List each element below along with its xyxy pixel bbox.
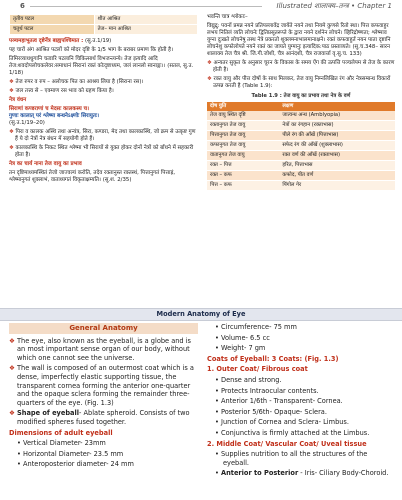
bullet-item [9,79,198,86]
table-cell: तेज वायु स्थित दृष्टि [207,111,279,121]
list-text: Horizontal Diameter- 23.5 mm [23,449,124,458]
bullet-icon: ❖ [9,79,16,85]
bullet-dot-icon: • [215,375,221,384]
list-item [9,439,198,448]
section-heading: General Anatomy [9,323,198,334]
table-row [207,181,395,191]
diamond-icon: ❖ [9,364,18,373]
table-cell: कफानुगत तेज वायु [207,141,279,151]
list-text: Conjunctiva is firmly attached at the Limbus. [221,428,370,437]
paragraph [207,23,395,58]
bullet-text: रक्त वायु और पीत्त दोषों के साथ मिलकर, तेज वायु निम्नलिखित रंग और नेत्रसम्बन्ध विकारों उत्पन्न करती है (Table 1.9): [213,76,391,89]
table-cell: चतुर्थ पटल [10,25,95,35]
list-text: Anteroposterior diameter- 24 mm [23,460,134,469]
dosha-table [207,102,395,191]
bullet-dot-icon: • [215,407,221,416]
bullet-icon: ❖ [9,129,16,135]
bullet-dot-icon: • [17,460,23,469]
bullet-dot-icon: • [215,323,221,331]
list-text: - Iris- Ciliary Body-Choroid. [298,469,389,478]
table-cell: पित्त – कफ [207,181,279,191]
list-text: Weight- 7 gm [221,344,266,353]
reference: (सु.श. 2/35) [102,177,132,183]
list-item [207,418,395,427]
shloka-text: विद्युद्रु: पवनों प्रमन्न नयने प्रतिपल्लावेंद्र जायेंते नयने तथा नियमे कुणसे रितो स्था। पित्त कफवाहुर लभय नितिलं व्यति लोचनेः द्वितिप्रसूतरूप्ते के द्वारा नयने दर्शनेन लोचने। व्हिरिद्रोष्णता; श्लेष्माव युग्ना दुःखते लोचनेषु तस्थ नेत्रे प्रकरतो शुक्लमनाभालमानाक्षने। रक्तं कफवाहुर्तं नयन पाता दृष्टानि लोचनेशु कफोलोपते नयने रक्तं का जायते युग्मानुः इत्यादिक:पाठ प्रस्ताव्यते। [207,23,391,50]
table-row [207,161,395,171]
bold-label: Shape of eyeball [17,409,80,418]
list-item [207,469,395,478]
column-header: लक्षण [279,102,395,111]
bullet-icon: ❖ [207,60,214,66]
paragraph: भवन्ति चात्र श्लोकाः– [207,14,248,20]
bullet-text: पिरा व कालक अस्थि तथा अन्यंत्र, सिरा, कण्डरा, मेद तथा कालकास्थि, जो क्रम से उत्कृष्ट गुण हैं ये दो नेत्रों नेत्र बंधन में सहयोगी होते हैं। [15,129,196,142]
list-item [207,429,395,438]
list-text: Volume- 6.5 cc [221,333,270,342]
list-text: Posterior 5/6th- Opaque- Sclera. [221,407,327,416]
table-cell: रक्तानुगत तेज वायु [207,121,279,131]
bullet-dot-icon: • [17,449,23,458]
bullet-dot-icon: • [215,386,221,395]
table-row [207,121,395,131]
table-cell: हरित, पित्ताभास [279,161,395,171]
bullet-dot-icon: • [215,469,221,478]
bullet-text: तेज रुपर व रुप – अलोचक पित का आश्रय लिया है (सिराना रस)। [15,79,144,85]
paragraph [9,56,198,77]
bullet-text: अन्यतर सुकृत के अनुसार चूरन के विकास के समय ऐंग की उत्पत्ति पञ्चलेपम से तेज के कारण होती है। [213,60,395,73]
bullet-text: - Ablate spheroid. Consists of two modified spheres fused together. [17,409,190,426]
list-item [207,397,395,406]
patal-table [9,14,198,35]
bullet-dot-icon: • [215,450,221,459]
table-cell: कफोद, पीत वर्ण [279,171,395,181]
list-item [9,450,198,459]
bullet-text: The eye, also known as the eyeball, is a globe and is an most important sense organ of our body, without which one cannot see the universe. [17,336,191,362]
top-left-column [9,14,198,186]
bullet-text: कालकास्थि के निकट स्थित श्लेष्मा भी सिरायों से युक्त होकर दोनों नेत्रों को बाँधने में सहकारी होता है। [15,145,194,158]
column-header: दोष युति [207,102,279,111]
list-text: Anterior 1/6th - Transparent- Cornea. [221,397,343,406]
diamond-icon: ❖ [9,336,18,345]
running-title: Illustrated शालाक्य–तन्त्र • Chapter 1 [273,2,392,11]
table-cell: तेज– मान आश्रित [94,25,197,35]
list-item [207,408,395,417]
page-header [0,0,402,12]
paragraph [9,38,198,45]
subheading: 1. Outer Coat/ Fibrous coat [207,365,308,374]
bullet-text: जल तत्त्व से – एक्माण रस भाव को ग्रहण किया है। [15,88,114,94]
bullet-item [9,337,198,363]
table-cell: शीत आश्रित [94,15,197,25]
shloka-text: तिमिरव्याधधुगानि चत्वारि पटलानि चिकित्सार्थं विभजन्त्यन्ये। तेज इत्यादि आदि तेज:शवदोपलोचकलेवर:समाधानं सिरानां रक्तं कोःदृष्टाध्यम, जलं लानलो स्वनाङ्गः।। [9,56,166,69]
list-text: Supplies nutrition to all the structures of the eyeball. [221,450,368,467]
reference: (सु.उ.1/19–20) [9,120,45,126]
shloka-text: तन दृष्टिमाध्यमस्थितं तेजो जाज्वल्यं करोति, तदेव रक्तानुस्त रक्तस्थं, पित्तानुगतं पित्ताह्रं, श्लेष्मानुगतं शुक्लाभं, वाताध्यगतं विकृताक्षम्यति। [9,170,176,183]
shloka-label: पञ्चमहाभूतत्व दृष्टेर्नेत्र बाह्यपश्चिमात : [9,38,84,44]
bullet-dot-icon: • [215,428,221,437]
table-cell: सफेद रंग की आँखें (शुक्लाभास) [279,141,395,151]
shloka-text: गुणाः कालात् परं श्लेष्मा बन्धनेऽक्ष्णोः सिरायुतः। [9,113,100,119]
list-text: Protects Intraocular contents. [221,386,319,395]
section-heading: नेत्र वंधन [9,97,27,103]
paragraph: पह चारों अंग आश्रित पटलों को मोदर दृष्टि के 1/5 भाग के बराबर प्रमाण कि होती है। [9,47,174,53]
bottom-left-column [9,323,198,471]
list-text: Junction of Cornea and Sclera- Limbus. [221,418,349,427]
shloka-label: सिराणां कण्डराणां च मेदसः कालकस्य च। [9,106,90,112]
table-cell: पिंगोल गेर [279,181,395,191]
bullet-item [207,60,395,74]
table-row [207,151,395,161]
subheading: Coats of Eyeball: 3 Coats: (Fig. 1.3) [207,354,339,363]
bullet-dot-icon: • [215,418,221,427]
table-cell: पीले रंग की आँखें (पित्ताभास) [279,131,395,141]
reference: (सु.च.348– सारन शालाक्य तेज चैत्र श्री. जि.गी.जोशी, चैत्र आनंदशी, चैत्र राजवार्त्ता वृ.सु.च. 133) [207,44,390,57]
table-row [207,141,395,151]
bottom-right-column [207,323,395,480]
bullet-item [9,364,198,407]
reference: (सतल, सु.उ. 1/18) [9,63,194,76]
table-cell: तृतीय पटल [10,15,95,25]
table-row [10,25,198,35]
paragraph [9,170,198,184]
bullet-icon: ❖ [9,88,16,94]
reference: (सु.उ.1/19) [84,38,112,44]
list-text: Circumference- 75 mm [221,323,297,331]
bullet-item [207,76,395,90]
table-caption: Table 1.9 : तेज वायु का प्रभाव तथा नेत्र के वर्ण [251,93,351,99]
bullet-icon: ❖ [9,145,16,151]
subheading: 2. Middle Coat/ Vascular Coat/ Uveal tissue [207,439,367,448]
list-item [207,323,395,332]
bold-label: Anterior to Posterior [221,469,299,478]
table-header-row [207,102,395,111]
table-cell: रक्त वर्ण की आँखें (रक्ताभास) [279,151,395,161]
list-item [207,450,395,467]
section-banner: Modern Anatomy of Eye [0,308,402,321]
table-cell: रक्त – पित्त [207,161,279,171]
top-right-column [207,14,395,191]
bullet-icon: ❖ [207,76,214,82]
bullet-dot-icon: • [17,439,23,448]
list-item [207,387,395,396]
bullet-dot-icon: • [215,333,221,342]
subheading: Dimensions of adult eyeball [9,428,113,437]
table-row [207,171,395,181]
bullet-item [9,129,198,143]
table-cell: नेत्रों का रंगहान (रक्ताभास) [279,121,395,131]
list-item [207,334,395,343]
table-cell: वातानुगत तेज वायु [207,151,279,161]
bullet-text: The wall is composed of an outermost coat which is a dense, imperfectly elastic supporting tissue, the transparent cornea forming the anterior one-quarter and the opaque sclera forming the remainder three-quarters of the eye. (Fig. 1.3) [17,364,194,407]
diamond-icon: ❖ [9,409,18,418]
header-rule [30,6,262,7]
table-cell: जात्यन्ध अन्ध (Amblyopia) [279,111,395,121]
section-heading: नेत्र का चार्य नाना तेज वायु का प्रभाव [9,161,82,167]
page-number: 6 [20,2,29,10]
list-text: Vertical Diameter- 23mm [23,439,106,448]
bullet-item [9,145,198,159]
table-row [10,15,198,25]
table-cell: रक्त – कफ [207,171,279,181]
bullet-dot-icon: • [215,397,221,406]
table-cell: पित्तानुगत तेज वायु [207,131,279,141]
list-text: Dense and strong. [221,375,282,384]
bullet-item [9,409,198,426]
paragraph [9,106,198,127]
bullet-dot-icon: • [215,344,221,353]
list-item [207,344,395,353]
list-item [207,376,395,385]
table-row [207,111,395,121]
list-item [9,460,198,469]
table-row [207,131,395,141]
bullet-item [9,88,198,95]
